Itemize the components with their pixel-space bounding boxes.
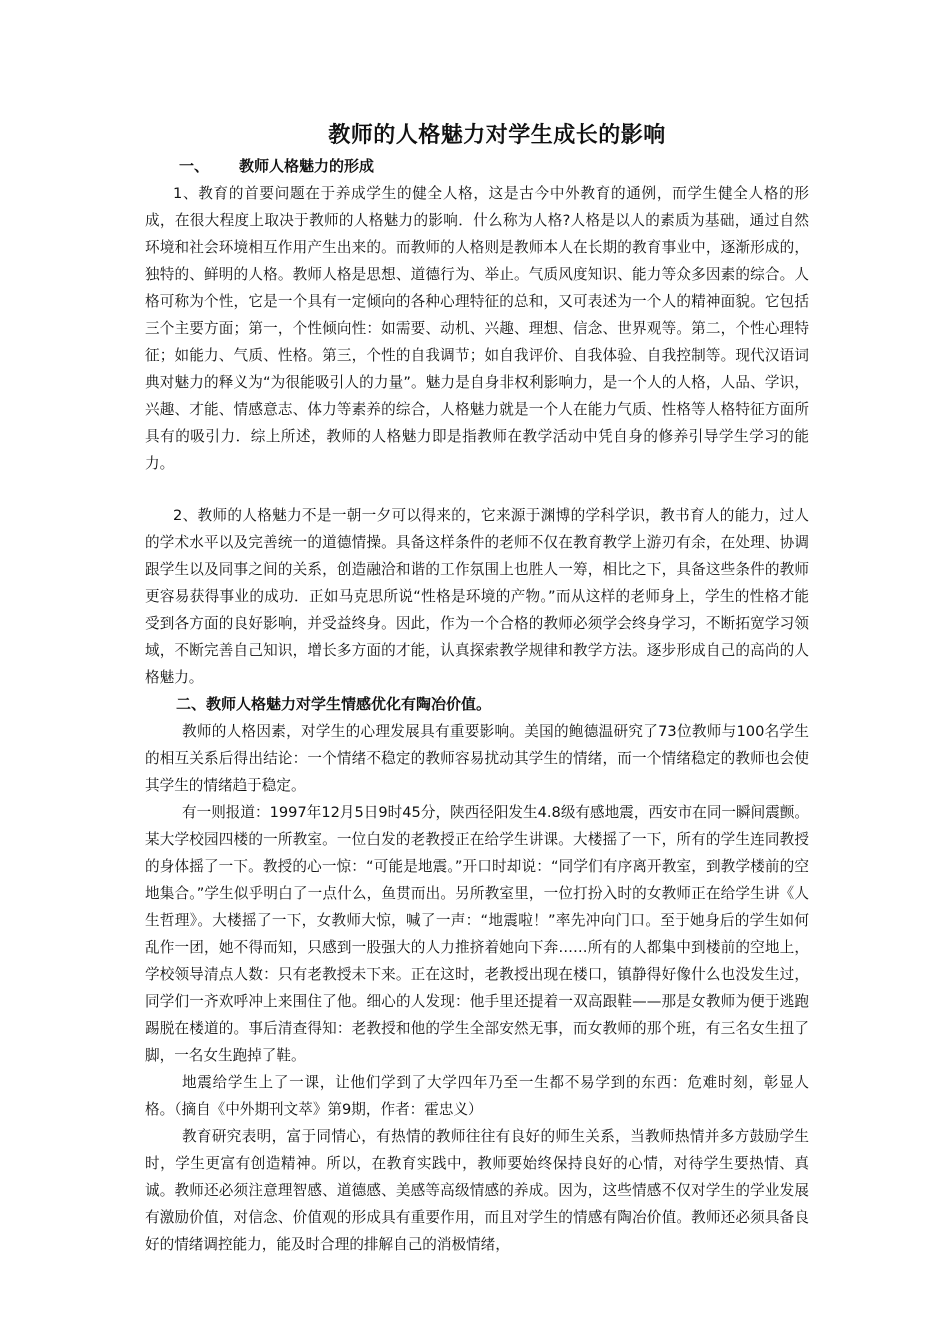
paragraph: 1、教育的首要问题在于养成学生的健全人格，这是古今中外教育的通例，而学生健全人格的形成，在很大程度上取决于教师的人格魅力的影响．什么称为人格?人格是以人的素质为基础，通过自然环境和社会环境相互作用产生出来的。而教师的人格则是教师本人在长期的教育事业中，逐渐形成的，独特的、鲜明的人格。教师人格是思想、道德行为、举止。气质风度知识、能力等众多因素的综合。人格可称为个性，它是一个具有一定倾向的各种心理特征的总和，又可表述为一个人的精神面貌。它包括三个主要方面；第一，个性倾向性：如需要、动机、兴趣、理想、信念、世界观等。第二，个性心理特征；如能力、气质、性格。第三，个性的自我调节；如自我评价、自我体验、自我控制等。现代汉语词典对魅力的释义为“为很能吸引人的力量”。魅力是自身非权利影响力，是一个人的人格，人品、学识，兴趣、才能、情感意志、体力等素养的综合，人格魅力就是一个人在能力气质、性格等人格特征方面所具有的吸引力．综上所述，教师的人格魅力即是指教师在教学活动中凭自身的修养引导学生学习的能力。 [145, 185, 809, 472]
paragraph: 有一则报道：1997年12月5日9时45分，陕西径阳发生4.8级有感地震，西安市在同一瞬间震颤。某大学校园四楼的一所教室。一位白发的老教授正在给学生讲课。大楼摇了一下，所有的学生连同教授的身体摇了一下。教授的心一惊：“可能是地震。”开口时却说：“同学们有序离开教室，到教学楼前的空地集合。”学生似乎明白了一点什么，鱼贯而出。另所教室里，一位打扮入时的女教师正在给学生讲《人生哲理》。大楼摇了一下，女教师大惊，喊了一声：“地震啦！”率先冲向门口。至于她身后的学生如何乱作一团，她不得而知，只感到一股强大的人力推挤着她向下奔……所有的人都集中到楼前的空地上，学校领导清点人数：只有老教授未下来。正在这时，老教授出现在楼口，镇静得好像什么也没发生过，同学们一齐欢呼冲上来围住了他。细心的人发现：他手里还提着一双高跟鞋——那是女教师为便于逃跑踢脱在楼道的。事后清查得知：老教授和他的学生全部安然无事，而女教师的那个班，有三名女生扭了脚，一名女生跑掉了鞋。 [145, 804, 809, 1064]
paragraph: 2、教师的人格魅力不是一朝一夕可以得来的，它来源于渊博的学科学识，教书育人的能力，过人的学术水平以及完善统一的道德情操。具备这样条件的老师不仅在教育教学上游刃有余，在处理、协调跟学生以及同事之间的关系，创造融洽和谐的工作氛围上也胜人一筹，相比之下，具备这些条件的教师更容易获得事业的成功．正如马克思所说“性格是环境的产物。”而从这样的老师身上，学生的性格才能受到各方面的良好影响，并受益终身。因此，作为一个合格的教师必须学会终身学习，不断拓宽学习领域，不断完善自己知识，增长多方面的才能，认真探索教学规律和教学方法。逐步形成自己的高尚的人格魅力。 [145, 507, 809, 686]
paragraph: 教师的人格因素，对学生的心理发展具有重要影响。美国的鲍德温研究了73位教师与100名学生的相互关系后得出结论：一个情绪不稳定的教师容易扰动其学生的情绪，而一个情绪稳定的教师也会使其学生的情绪趋于稳定。 [145, 723, 809, 794]
paragraph: 地震给学生上了一课，让他们学到了大学四年乃至一生都不易学到的东西：危难时刻，彰显人格。（摘自《中外期刊文萃》第9期，作者：霍忠义） [145, 1074, 809, 1118]
section-1-heading [179, 154, 809, 178]
section-2-heading: 二、教师人格魅力对学生情感优化有陶冶价值。 [176, 695, 492, 713]
paragraph: 教育研究表明，富于同情心，有热情的教师往往有良好的师生关系，当教师热情并多方鼓励学生时，学生更富有创造精神。所以，在教育实践中，教师要始终保持良好的心情，对待学生要热情、真诚。教师还必须注意理智感、道德感、美感等高级情感的养成。因为，这些情感不仅对学生的学业发展有激励价值，对信念、价值观的形成具有重要作用，而且对学生的情感有陶冶价值。教师还必须具备良好的情绪调控能力，能及时合理的排解自己的消极情绪， [145, 1128, 809, 1253]
document-page [145, 118, 809, 1258]
document-title: 教师的人格魅力对学生成长的影响 [328, 123, 666, 148]
section-1-number: 一、 [179, 157, 210, 175]
section-1-title: 教师人格魅力的形成 [239, 157, 375, 175]
blank-line [145, 477, 809, 502]
